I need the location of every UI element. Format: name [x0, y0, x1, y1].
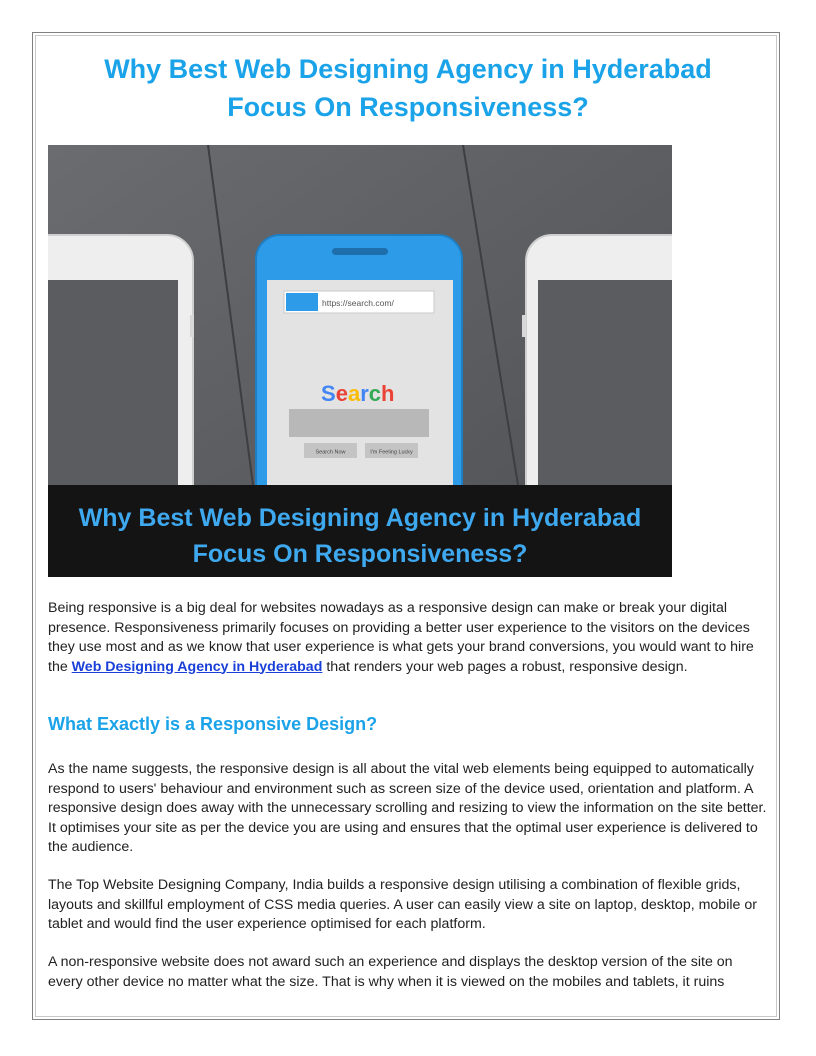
paragraph-non-responsive: A non-responsive website does not award such an experience and displays the desktop version of the site on every other device no matter what the size. That is why when it is viewed on the mobiles and tablets, it ruins — [48, 954, 733, 990]
section-heading: What Exactly is a Responsive Design? — [48, 714, 378, 734]
agency-link[interactable]: Web Designing Agency in Hyderabad — [71, 658, 323, 675]
paragraph-responsive-design: As the name suggests, the responsive design is all about the vital web elements being equipped to automatically respond to users' behaviour and environment such as screen size of the device used, orientation and platform. A responsive design does away with the unnecessary scrolling and resizing to view the information on the site better. It optimises your site as per the device you are using and ensures that the optimal user experience is delivered to the audience. — [48, 761, 767, 855]
url-text: https://search.com/ — [322, 298, 394, 308]
search-logo — [321, 381, 394, 406]
center-phone — [256, 235, 462, 525]
page-title-line2: Focus On Responsiveness? — [227, 92, 589, 122]
search-logo-letter: a — [347, 381, 361, 406]
hero-image — [48, 145, 672, 577]
search-logo-letter: S — [321, 381, 336, 406]
search-logo-letter: e — [335, 381, 348, 406]
hero-caption-line1: Why Best Web Designing Agency in Hyderabad — [78, 504, 642, 532]
search-input[interactable] — [289, 409, 429, 437]
feeling-lucky-label: I'm Feeling Lucky — [370, 449, 413, 456]
paragraph-top-company: The Top Website Designing Company, India builds a responsive design utilising a combination of flexible grids, layouts and skillful employment of CSS media queries. A user can easily view a site on laptop, desktop, mobile or tablet and would find the user experience optimised for each platform. — [48, 877, 757, 932]
search-logo-letter: h — [381, 381, 395, 406]
intro-text-start: Being responsive is a big deal for websites nowadays as a responsive design can make or break your digital presence. Responsiveness primarily focuses on providing a better user experience to the visitors on the devices they use most and as we know that user experience is what gets your brand conversions, you would want to hire the — [48, 600, 754, 675]
page-title — [48, 50, 768, 126]
intro-text-end: that renders your web pages a robust, responsive design. — [322, 658, 688, 675]
search-now-label: Search Now — [315, 449, 346, 456]
url-bar-tab — [286, 293, 318, 311]
hero-caption-line2: Focus On Responsiveness? — [192, 540, 528, 568]
search-logo-letter: c — [368, 381, 381, 406]
phone-speaker — [332, 248, 388, 255]
page-title-line1: Why Best Web Designing Agency in Hyderabad — [104, 54, 712, 84]
intro-paragraph — [48, 599, 770, 677]
right-phone — [522, 235, 672, 525]
hero-caption — [48, 500, 672, 572]
left-phone — [48, 235, 194, 525]
search-logo-letter: r — [360, 381, 369, 406]
